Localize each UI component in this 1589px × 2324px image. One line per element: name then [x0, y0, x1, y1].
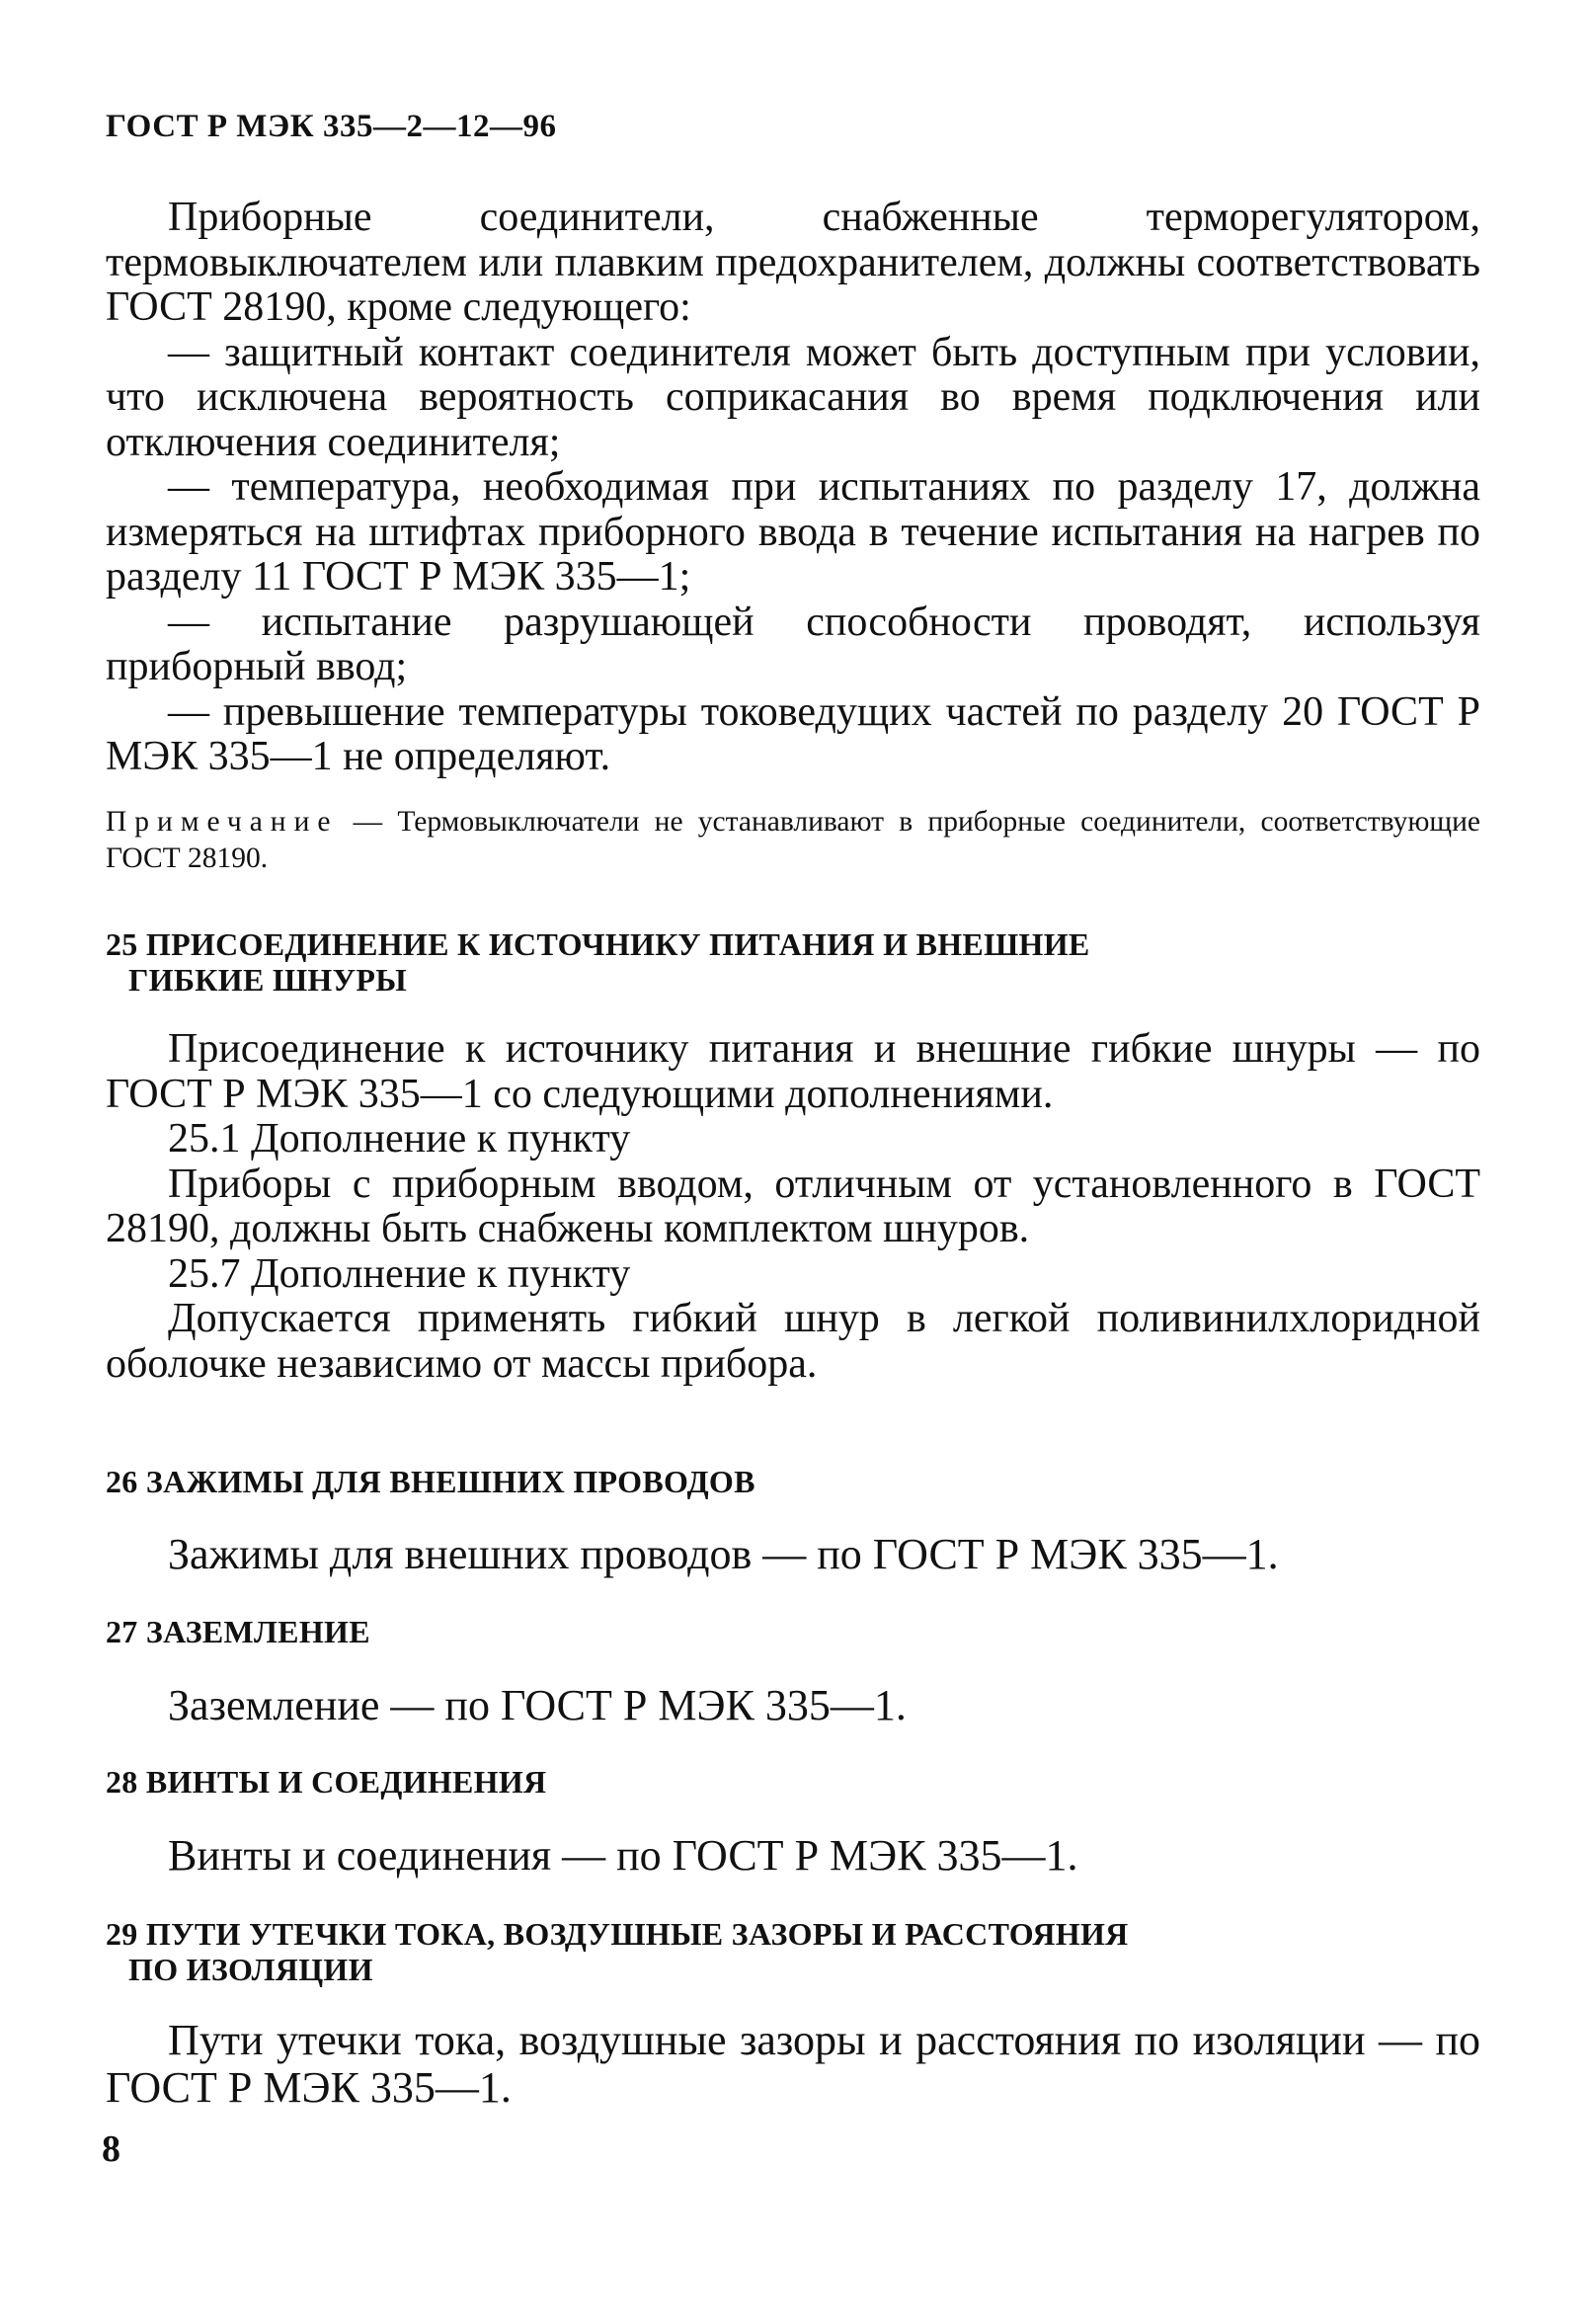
- section-27-title: 27 ЗАЗЕМЛЕНИЕ: [106, 1614, 370, 1649]
- section-29-title-line2: ПО ИЗОЛЯЦИИ: [128, 1952, 373, 1987]
- section-28-text: Винты и соединения — по ГОСТ Р МЭК 335—1.: [168, 1831, 1078, 1880]
- intro-item-4: — превышение температуры токоведущих частей по разделу 20 ГОСТ Р МЭК 335—1 не определяют.: [106, 688, 1480, 779]
- section-26-title: 26 ЗАЖИМЫ ДЛЯ ВНЕШНИХ ПРОВОДОВ: [106, 1464, 755, 1499]
- section-26: [106, 1464, 1480, 1578]
- note-text: — Термовыключатели не устанавливают в приборные соединители, соответствующие ГОСТ 28190.: [106, 805, 1480, 874]
- section-25: [106, 926, 1480, 1387]
- section-27: [106, 1614, 1480, 1729]
- subsection-25-7: 25.7 Дополнение к пункту: [168, 1250, 631, 1297]
- subsection-25-7-text: Допускается применять гибкий шнур в легкой поливинилхлоридной оболочке независимо от массы прибора.: [106, 1296, 1480, 1387]
- section-25-title: [106, 926, 1480, 998]
- intro-section: [106, 196, 1480, 877]
- intro-item-1: — защитный контакт соединителя может быть доступным при условии, что исключена вероятность соприкасания во время подключения или отключения соединителя;: [106, 329, 1480, 465]
- section-29-title-line1: 29 ПУТИ УТЕЧКИ ТОКА, ВОЗДУШНЫЕ ЗАЗОРЫ И РАССТОЯНИЯ: [106, 1916, 1129, 1952]
- section-27-text: Заземление — по ГОСТ Р МЭК 335—1.: [168, 1681, 907, 1729]
- section-26-text: Зажимы для внешних проводов — по ГОСТ Р МЭК 335—1.: [168, 1530, 1279, 1578]
- intro-item-3: — испытание разрушающей способности проводят, используя приборный ввод;: [106, 599, 1480, 689]
- note-label: Примечание: [106, 805, 339, 838]
- section-29: [106, 1916, 1480, 2112]
- document-header: ГОСТ Р МЭК 335—2—12—96: [106, 109, 557, 144]
- subsection-25-1-text: Приборы с приборным вводом, отличным от установленного в ГОСТ 28190, должны быть снабжены комплектом шнуров.: [106, 1161, 1480, 1251]
- section-25-title-line2: ГИБКИЕ ШНУРЫ: [128, 962, 407, 998]
- intro-item-2: — температура, необходимая при испытаниях по разделу 17, должна измеряться на штифтах приборного ввода в течение испытания на нагрев по разделу 11 ГОСТ Р МЭК 335—1;: [106, 464, 1480, 600]
- section-28-title: 28 ВИНТЫ И СОЕДИНЕНИЯ: [106, 1764, 547, 1800]
- page-number: 8: [102, 2128, 120, 2170]
- subsection-25-1: 25.1 Дополнение к пункту: [168, 1116, 631, 1162]
- note: [106, 804, 1480, 877]
- section-25-title-line1: 25 ПРИСОЕДИНЕНИЕ К ИСТОЧНИКУ ПИТАНИЯ И ВНЕШНИЕ: [106, 926, 1090, 962]
- section-28: [106, 1764, 1480, 1880]
- intro-paragraph: Приборные соединители, снабженные терморегулятором, термовыключателем или плавким предохранителем, должны соответствовать ГОСТ 28190, кроме следующего:: [106, 195, 1480, 330]
- section-29-title: [106, 1916, 1480, 1987]
- section-29-text: Пути утечки тока, воздушные зазоры и расстояния по изоляции — по ГОСТ Р МЭК 335—1.: [106, 2016, 1480, 2112]
- section-25-paragraph: Присоединение к источнику питания и внешние гибкие шнуры — по ГОСТ Р МЭК 335—1 со следующими дополнениями.: [106, 1026, 1480, 1117]
